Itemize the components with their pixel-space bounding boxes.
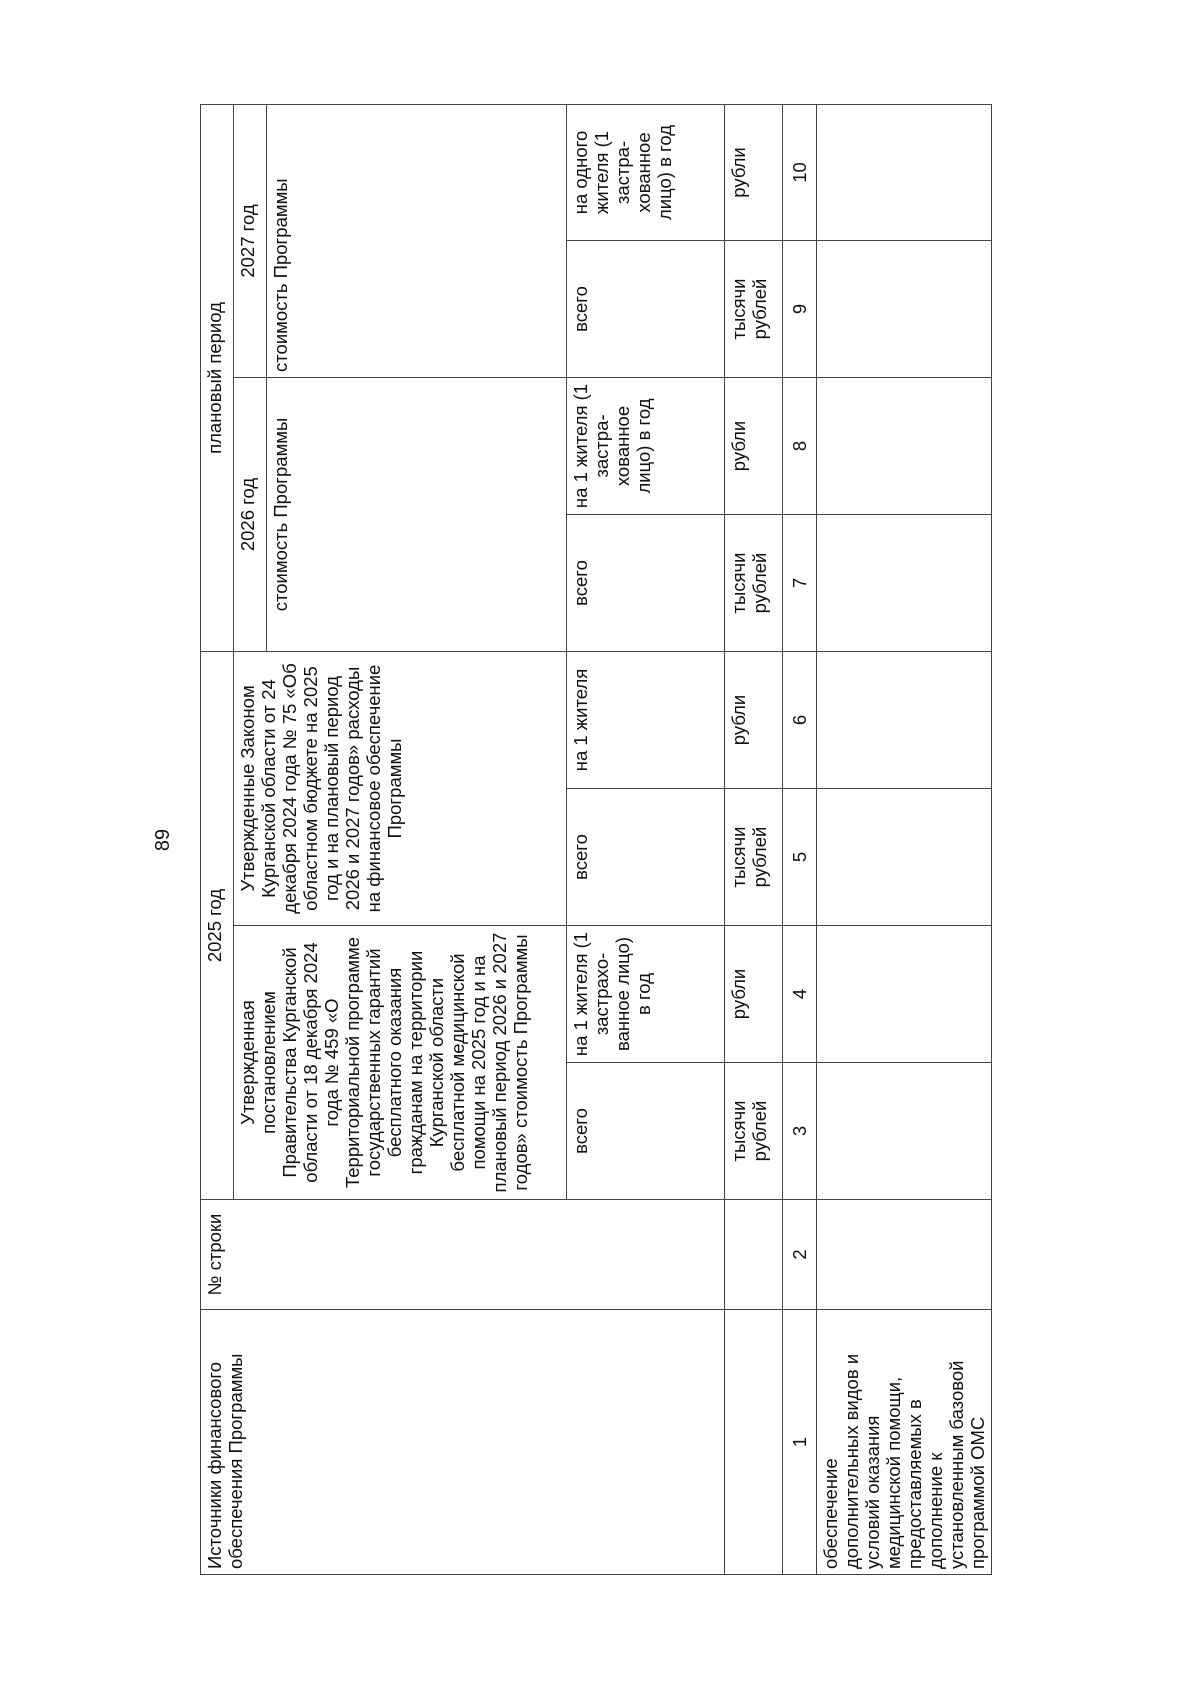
header-per-insured-4: на 1 жителя (1 застрахо-ванное лицо) в год	[567, 926, 725, 1063]
header-total-7: всего	[567, 514, 725, 651]
unit-8: рубли	[725, 377, 783, 514]
header-year-2026: 2026 год	[234, 377, 267, 651]
header-total-5: всего	[567, 789, 725, 926]
unit-3: тысячи рублей	[725, 1063, 783, 1200]
colnum-5: 5	[783, 789, 817, 926]
row-value-6	[817, 651, 992, 788]
colnum-7: 7	[783, 514, 817, 651]
colnum-3: 3	[783, 1063, 817, 1200]
unit-9: тысячи рублей	[725, 240, 783, 377]
header-per-insured-10: на одного жителя (1 застра-хованное лицо) в год	[567, 104, 725, 240]
row-value-8	[817, 377, 992, 514]
row-value-4	[817, 926, 992, 1063]
unit-blank-1	[725, 1310, 783, 1575]
header-approved-law: Утвержденные Законом Курганской области от 24 декабря 2024 года № 75 «Об областном бюджете на 2025 год и на плановый период 2026 и 2027 годов» расходы на финансовое обеспечение Программы	[234, 651, 567, 925]
unit-10: рубли	[725, 104, 783, 240]
unit-4: рубли	[725, 926, 783, 1063]
rotated-page	[152, 105, 1130, 1575]
colnum-4: 4	[783, 926, 817, 1063]
unit-5: тысячи рублей	[725, 789, 783, 926]
financing-table	[200, 104, 992, 1575]
row-value-9	[817, 240, 992, 377]
header-year-2025: 2025 год	[201, 651, 234, 1199]
header-sources: Источники финансового обеспечения Программы	[201, 1310, 725, 1575]
header-cost-2026: стоимость Программы	[267, 377, 567, 651]
row-line-number	[817, 1200, 992, 1310]
row-value-3	[817, 1063, 992, 1200]
unit-7: тысячи рублей	[725, 514, 783, 651]
row-source: обеспечение дополнительных видов и условий оказания медицинской помощи, предоставляемых в дополнение к установленным базовой программой ОМС	[817, 1310, 992, 1575]
table-row	[817, 104, 992, 1574]
header-per-resident-6: на 1 жителя	[567, 651, 725, 788]
colnum-1: 1	[783, 1310, 817, 1575]
row-value-5	[817, 789, 992, 926]
header-planned-period: плановый период	[201, 104, 234, 651]
header-approved-program: Утвержденная постановлением Правительства Курганской области от 18 декабря 2024 года № 459 «О Территориальной программе государственных гарантий бесплатного оказания гражданам на территории Курганской области бесплатной медицинской помощи на 2025 год и на плановый период 2026 и 2027 годов» стоимость Программы	[234, 926, 567, 1200]
header-total-9: всего	[567, 240, 725, 377]
row-value-10	[817, 104, 992, 240]
colnum-8: 8	[783, 377, 817, 514]
unit-blank-2	[725, 1200, 783, 1310]
header-line-number: № строки	[201, 1200, 725, 1310]
header-cost-2027: стоимость Программы	[267, 104, 567, 377]
row-value-7	[817, 514, 992, 651]
page-number: 89	[152, 828, 174, 852]
colnum-10: 10	[783, 104, 817, 240]
unit-6: рубли	[725, 651, 783, 788]
colnum-6: 6	[783, 651, 817, 788]
header-year-2027: 2027 год	[234, 104, 267, 377]
colnum-9: 9	[783, 240, 817, 377]
header-per-insured-8: на 1 жителя (1 застра-хованное лицо) в год	[567, 377, 725, 514]
header-total-3: всего	[567, 1063, 725, 1200]
colnum-2: 2	[783, 1200, 817, 1310]
